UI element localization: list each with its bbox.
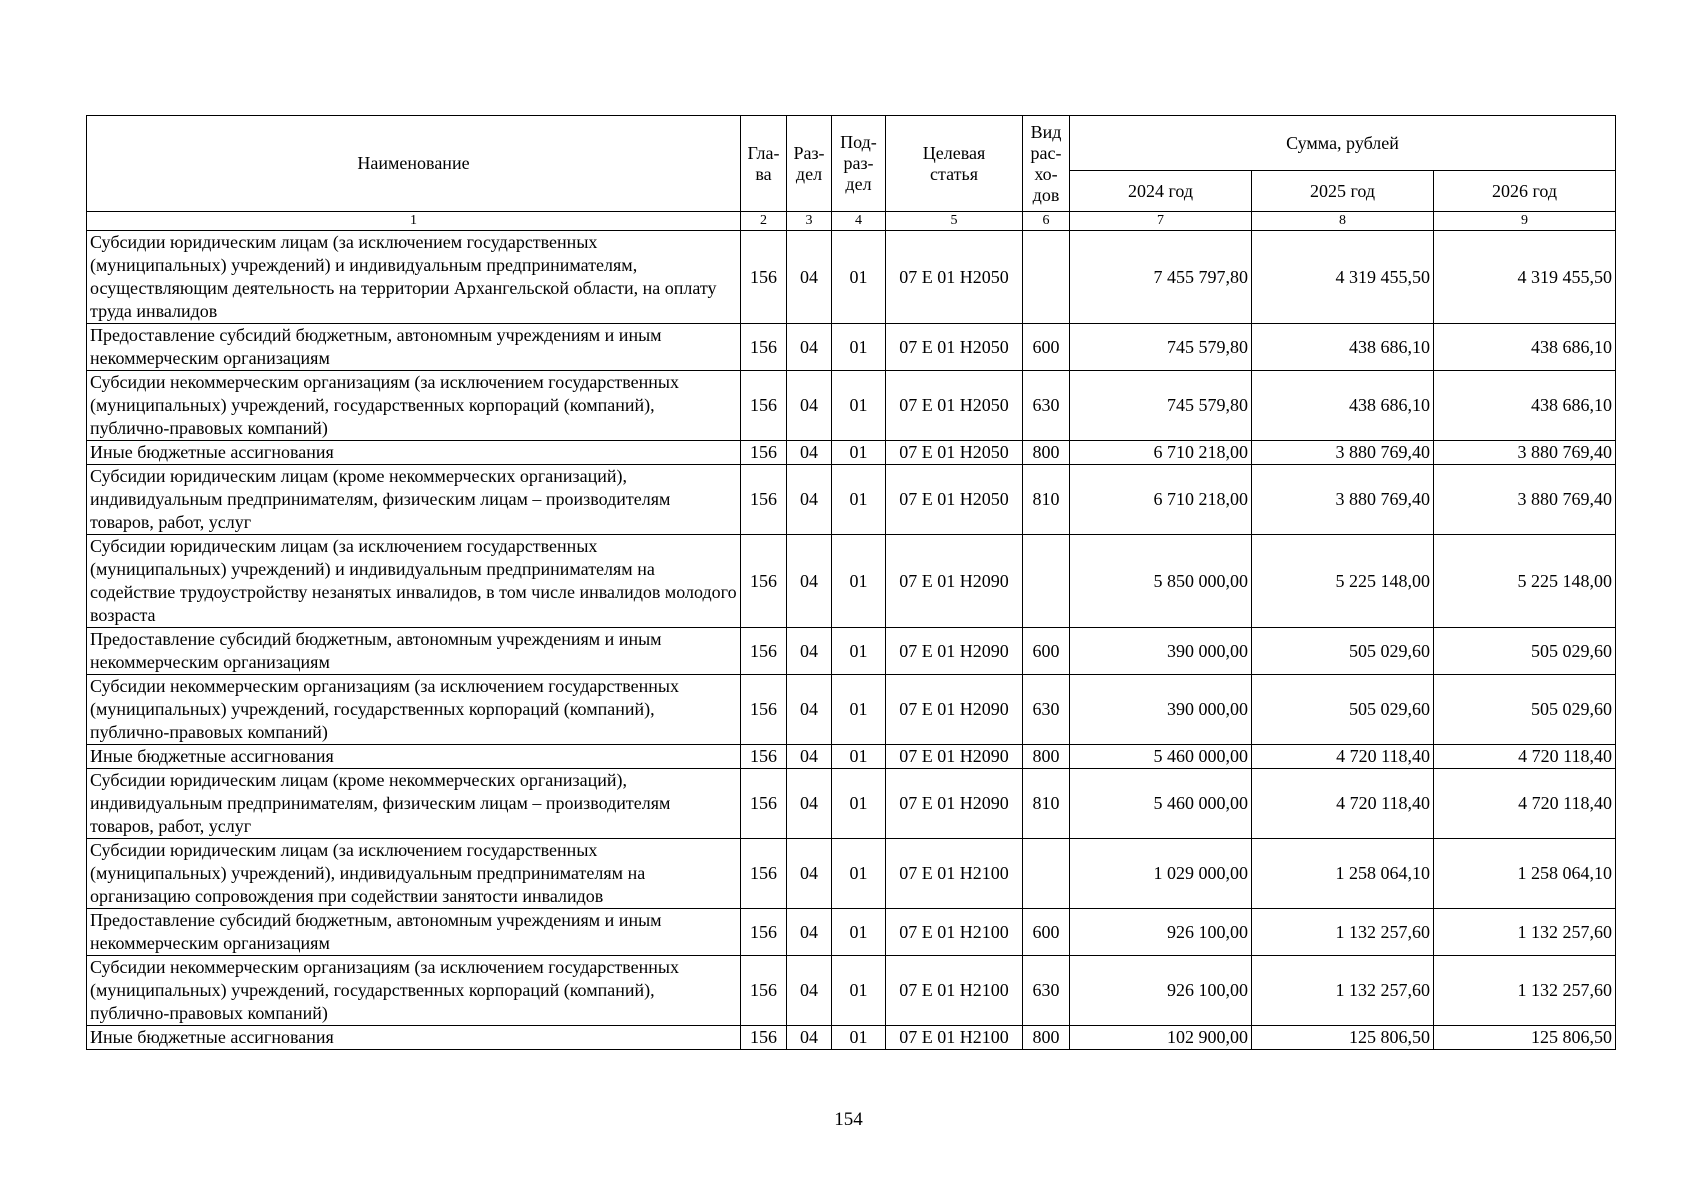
row-sum-2025: 438 686,10 <box>1252 371 1434 441</box>
row-sum-2026: 5 225 148,00 <box>1434 535 1616 628</box>
row-sum-2026: 4 720 118,40 <box>1434 769 1616 839</box>
table-row <box>87 1026 1616 1050</box>
row-celevaya-statya: 07 Е 01 Н2090 <box>886 769 1023 839</box>
row-name: Субсидии юридическим лицам (за исключением государственных (муниципальных) учреждений), индивидуальным предпринимателям на организацию сопровождения при содействии занятости инвалидов <box>87 839 741 909</box>
row-sum-2024: 745 579,80 <box>1070 371 1252 441</box>
row-sum-2025: 4 720 118,40 <box>1252 769 1434 839</box>
row-glava: 156 <box>741 769 787 839</box>
row-name: Субсидии юридическим лицам (кроме некоммерческих организаций), индивидуальным предпринимателям, физическим лицам – производителям товаров, работ, услуг <box>87 769 741 839</box>
row-sum-2024: 6 710 218,00 <box>1070 441 1252 465</box>
row-sum-2025: 3 880 769,40 <box>1252 465 1434 535</box>
row-glava: 156 <box>741 839 787 909</box>
header-podrazdel: Под- раз- дел <box>832 116 886 212</box>
row-sum-2025: 505 029,60 <box>1252 675 1434 745</box>
row-razdel: 04 <box>787 745 832 769</box>
row-razdel: 04 <box>787 956 832 1026</box>
row-celevaya-statya: 07 Е 01 Н2050 <box>886 371 1023 441</box>
row-sum-2024: 745 579,80 <box>1070 324 1252 371</box>
row-glava: 156 <box>741 231 787 324</box>
table-row <box>87 839 1616 909</box>
row-razdel: 04 <box>787 324 832 371</box>
header-celevaya: Целевая статья <box>886 116 1023 212</box>
row-podrazdel: 01 <box>832 675 886 745</box>
row-vid-rashodov: 600 <box>1023 909 1070 956</box>
row-name: Субсидии некоммерческим организациям (за исключением государственных (муниципальных) учреждений, государственных корпораций (компаний), публично-правовых компаний) <box>87 371 741 441</box>
row-vid-rashodov: 600 <box>1023 324 1070 371</box>
table-body <box>87 231 1616 1050</box>
header-year-2025: 2025 год <box>1252 171 1434 212</box>
header-summa: Сумма, рублей <box>1070 116 1616 171</box>
row-sum-2024: 5 460 000,00 <box>1070 769 1252 839</box>
page-number: 154 <box>834 1109 863 1130</box>
row-celevaya-statya: 07 Е 01 Н2100 <box>886 1026 1023 1050</box>
row-sum-2024: 390 000,00 <box>1070 675 1252 745</box>
row-celevaya-statya: 07 Е 01 Н2050 <box>886 324 1023 371</box>
row-razdel: 04 <box>787 441 832 465</box>
row-glava: 156 <box>741 324 787 371</box>
row-sum-2026: 4 319 455,50 <box>1434 231 1616 324</box>
row-podrazdel: 01 <box>832 441 886 465</box>
row-sum-2025: 4 319 455,50 <box>1252 231 1434 324</box>
row-vid-rashodov: 600 <box>1023 628 1070 675</box>
row-celevaya-statya: 07 Е 01 Н2090 <box>886 745 1023 769</box>
row-podrazdel: 01 <box>832 535 886 628</box>
row-celevaya-statya: 07 Е 01 Н2050 <box>886 231 1023 324</box>
row-podrazdel: 01 <box>832 371 886 441</box>
row-sum-2026: 505 029,60 <box>1434 628 1616 675</box>
row-vid-rashodov <box>1023 535 1070 628</box>
header-razdel: Раз- дел <box>787 116 832 212</box>
row-celevaya-statya: 07 Е 01 Н2050 <box>886 441 1023 465</box>
row-sum-2024: 926 100,00 <box>1070 909 1252 956</box>
row-name: Иные бюджетные ассигнования <box>87 1026 741 1050</box>
row-podrazdel: 01 <box>832 769 886 839</box>
row-razdel: 04 <box>787 628 832 675</box>
row-podrazdel: 01 <box>832 909 886 956</box>
row-sum-2025: 3 880 769,40 <box>1252 441 1434 465</box>
row-podrazdel: 01 <box>832 231 886 324</box>
row-sum-2024: 926 100,00 <box>1070 956 1252 1026</box>
row-vid-rashodov <box>1023 839 1070 909</box>
column-number: 1 <box>87 212 741 231</box>
row-razdel: 04 <box>787 675 832 745</box>
row-sum-2024: 6 710 218,00 <box>1070 465 1252 535</box>
row-razdel: 04 <box>787 465 832 535</box>
row-name: Иные бюджетные ассигнования <box>87 441 741 465</box>
row-name: Субсидии юридическим лицам (за исключением государственных (муниципальных) учреждений) и индивидуальным предпринимателям, осуществляющим деятельность на территории Архангельской области, на оплату труда инвалидов <box>87 231 741 324</box>
row-sum-2025: 125 806,50 <box>1252 1026 1434 1050</box>
row-sum-2024: 390 000,00 <box>1070 628 1252 675</box>
row-vid-rashodov: 630 <box>1023 956 1070 1026</box>
row-sum-2026: 3 880 769,40 <box>1434 441 1616 465</box>
row-podrazdel: 01 <box>832 628 886 675</box>
row-razdel: 04 <box>787 231 832 324</box>
row-sum-2024: 5 460 000,00 <box>1070 745 1252 769</box>
row-sum-2026: 3 880 769,40 <box>1434 465 1616 535</box>
row-vid-rashodov: 800 <box>1023 1026 1070 1050</box>
row-podrazdel: 01 <box>832 324 886 371</box>
row-sum-2024: 1 029 000,00 <box>1070 839 1252 909</box>
row-sum-2025: 4 720 118,40 <box>1252 745 1434 769</box>
column-number: 9 <box>1434 212 1616 231</box>
row-podrazdel: 01 <box>832 956 886 1026</box>
row-razdel: 04 <box>787 371 832 441</box>
column-number: 4 <box>832 212 886 231</box>
row-razdel: 04 <box>787 839 832 909</box>
row-vid-rashodov <box>1023 231 1070 324</box>
row-vid-rashodov: 630 <box>1023 371 1070 441</box>
table-row <box>87 231 1616 324</box>
column-number: 8 <box>1252 212 1434 231</box>
row-podrazdel: 01 <box>832 1026 886 1050</box>
table-row <box>87 769 1616 839</box>
row-glava: 156 <box>741 956 787 1026</box>
table-row <box>87 909 1616 956</box>
row-glava: 156 <box>741 675 787 745</box>
table-row <box>87 535 1616 628</box>
column-number: 5 <box>886 212 1023 231</box>
row-vid-rashodov: 800 <box>1023 441 1070 465</box>
row-sum-2025: 505 029,60 <box>1252 628 1434 675</box>
header-glava: Гла- ва <box>741 116 787 212</box>
row-razdel: 04 <box>787 535 832 628</box>
row-name: Иные бюджетные ассигнования <box>87 745 741 769</box>
column-number: 3 <box>787 212 832 231</box>
row-glava: 156 <box>741 535 787 628</box>
header-vid: Вид рас- хо- дов <box>1023 116 1070 212</box>
row-podrazdel: 01 <box>832 839 886 909</box>
row-sum-2026: 1 132 257,60 <box>1434 956 1616 1026</box>
row-name: Субсидии юридическим лицам (за исключением государственных (муниципальных) учреждений) и индивидуальным предпринимателям на содействие трудоустройству незанятых инвалидов, в том числе инвалидов молодого возраста <box>87 535 741 628</box>
table-row <box>87 675 1616 745</box>
table-row <box>87 628 1616 675</box>
table-row <box>87 371 1616 441</box>
table-row <box>87 745 1616 769</box>
row-glava: 156 <box>741 745 787 769</box>
table-row <box>87 324 1616 371</box>
row-sum-2026: 1 132 257,60 <box>1434 909 1616 956</box>
row-name: Предоставление субсидий бюджетным, автономным учреждениям и иным некоммерческим организациям <box>87 628 741 675</box>
row-sum-2025: 5 225 148,00 <box>1252 535 1434 628</box>
row-sum-2025: 1 132 257,60 <box>1252 956 1434 1026</box>
row-celevaya-statya: 07 Е 01 Н2090 <box>886 628 1023 675</box>
row-sum-2026: 505 029,60 <box>1434 675 1616 745</box>
table-row <box>87 956 1616 1026</box>
row-razdel: 04 <box>787 1026 832 1050</box>
row-celevaya-statya: 07 Е 01 Н2090 <box>886 535 1023 628</box>
row-name: Предоставление субсидий бюджетным, автономным учреждениям и иным некоммерческим организациям <box>87 909 741 956</box>
column-number: 7 <box>1070 212 1252 231</box>
row-sum-2024: 102 900,00 <box>1070 1026 1252 1050</box>
row-sum-2026: 1 258 064,10 <box>1434 839 1616 909</box>
row-celevaya-statya: 07 Е 01 Н2100 <box>886 909 1023 956</box>
row-celevaya-statya: 07 Е 01 Н2100 <box>886 839 1023 909</box>
row-sum-2026: 438 686,10 <box>1434 371 1616 441</box>
header-year-2026: 2026 год <box>1434 171 1616 212</box>
row-name: Субсидии юридическим лицам (кроме некоммерческих организаций), индивидуальным предпринимателям, физическим лицам – производителям товаров, работ, услуг <box>87 465 741 535</box>
row-razdel: 04 <box>787 769 832 839</box>
row-sum-2025: 1 132 257,60 <box>1252 909 1434 956</box>
table-row <box>87 441 1616 465</box>
row-glava: 156 <box>741 465 787 535</box>
row-sum-2024: 5 850 000,00 <box>1070 535 1252 628</box>
row-celevaya-statya: 07 Е 01 Н2100 <box>886 956 1023 1026</box>
row-sum-2024: 7 455 797,80 <box>1070 231 1252 324</box>
row-celevaya-statya: 07 Е 01 Н2090 <box>886 675 1023 745</box>
row-podrazdel: 01 <box>832 465 886 535</box>
row-name: Субсидии некоммерческим организациям (за исключением государственных (муниципальных) учреждений, государственных корпораций (компаний), публично-правовых компаний) <box>87 956 741 1026</box>
header-year-2024: 2024 год <box>1070 171 1252 212</box>
header-name: Наименование <box>87 116 741 212</box>
row-name: Субсидии некоммерческим организациям (за исключением государственных (муниципальных) учреждений, государственных корпораций (компаний), публично-правовых компаний) <box>87 675 741 745</box>
row-glava: 156 <box>741 628 787 675</box>
row-podrazdel: 01 <box>832 745 886 769</box>
row-vid-rashodov: 630 <box>1023 675 1070 745</box>
row-vid-rashodov: 810 <box>1023 769 1070 839</box>
row-glava: 156 <box>741 909 787 956</box>
row-glava: 156 <box>741 371 787 441</box>
row-razdel: 04 <box>787 909 832 956</box>
row-vid-rashodov: 800 <box>1023 745 1070 769</box>
row-glava: 156 <box>741 1026 787 1050</box>
row-name: Предоставление субсидий бюджетным, автономным учреждениям и иным некоммерческим организациям <box>87 324 741 371</box>
row-sum-2026: 438 686,10 <box>1434 324 1616 371</box>
budget-table <box>86 115 1616 1050</box>
row-sum-2026: 4 720 118,40 <box>1434 745 1616 769</box>
column-number: 2 <box>741 212 787 231</box>
row-sum-2025: 438 686,10 <box>1252 324 1434 371</box>
row-glava: 156 <box>741 441 787 465</box>
row-vid-rashodov: 810 <box>1023 465 1070 535</box>
table-row <box>87 465 1616 535</box>
row-sum-2025: 1 258 064,10 <box>1252 839 1434 909</box>
column-number: 6 <box>1023 212 1070 231</box>
row-sum-2026: 125 806,50 <box>1434 1026 1616 1050</box>
column-numbers-row <box>87 212 1616 231</box>
row-celevaya-statya: 07 Е 01 Н2050 <box>886 465 1023 535</box>
